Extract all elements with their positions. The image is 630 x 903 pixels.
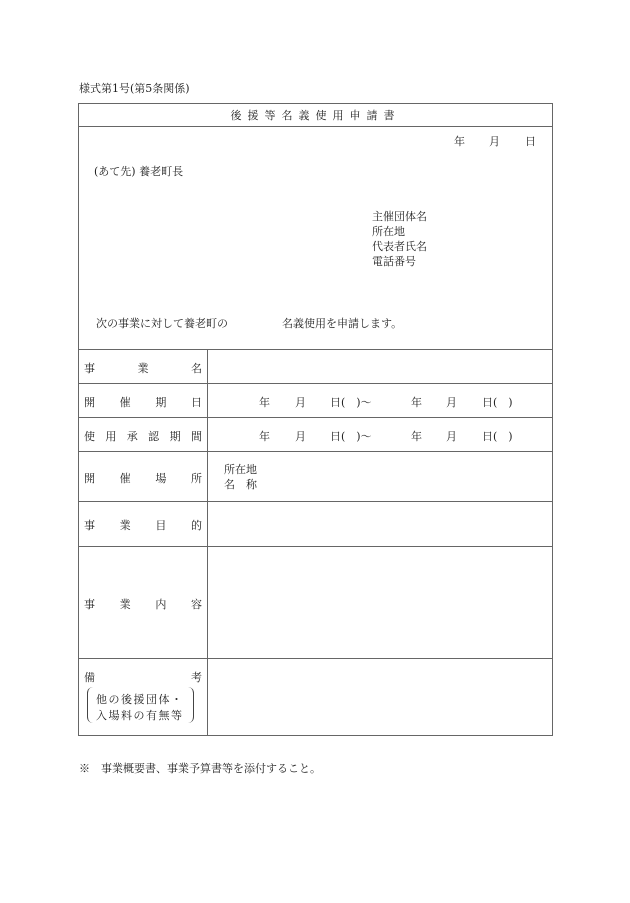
start-month: 月 [295, 396, 306, 409]
label-char: 業 [119, 598, 131, 611]
row-label-event-name [84, 360, 202, 376]
venue-location-label: 所在地 [224, 463, 257, 476]
start-month: 月 [295, 430, 306, 443]
row-label-content [84, 596, 202, 612]
end-day: 日( ) [482, 430, 513, 443]
label-char: 所 [190, 472, 202, 485]
request-sentence-after: 名義使用を申請します。 [282, 317, 403, 330]
label-char: 期 [155, 396, 167, 409]
label-char: 業 [119, 519, 131, 532]
content-field[interactable] [208, 547, 552, 658]
applicant-org-name-label: 主催団体名 [372, 210, 427, 223]
label-char: 間 [190, 430, 202, 443]
row-label-event-dates [84, 394, 202, 410]
label-char: 催 [119, 396, 131, 409]
request-sentence-before: 次の事業に対して養老町の [96, 317, 228, 330]
label-char: 事 [84, 519, 95, 532]
start-day: 日( )〜 [330, 396, 372, 409]
applicant-phone-label: 電話番号 [372, 255, 416, 268]
row-label-purpose [84, 517, 202, 533]
end-day: 日( ) [482, 396, 513, 409]
row-label-venue [84, 470, 202, 486]
end-year: 年 [411, 430, 422, 443]
purpose-field[interactable] [208, 502, 552, 546]
label-char: 開 [84, 396, 95, 409]
label-char: 事 [84, 598, 95, 611]
label-char: 内 [155, 598, 167, 611]
addressee: (あて先) 養老町長 [94, 165, 184, 178]
label-char: 使 [84, 430, 95, 443]
end-month: 月 [446, 396, 457, 409]
start-day: 日( )〜 [330, 430, 372, 443]
label-char: 考 [191, 671, 202, 684]
label-char: 業 [137, 362, 149, 375]
remarks-note-line: 他の後援団体・ [96, 693, 184, 706]
start-year: 年 [259, 396, 270, 409]
remarks-field[interactable] [208, 659, 552, 736]
applicant-representative-label: 代表者氏名 [372, 240, 427, 253]
event-name-field[interactable] [208, 350, 552, 383]
label-char: 目 [155, 519, 167, 532]
label-char: 用 [105, 430, 117, 443]
row-label-remarks [84, 669, 202, 685]
label-char: 事 [84, 362, 95, 375]
end-year: 年 [411, 396, 422, 409]
row-label-approval-period [84, 428, 202, 444]
divider [78, 383, 553, 384]
label-char: 期 [169, 430, 181, 443]
label-char: 備 [84, 671, 95, 684]
document-title: 後援等名義使用申請書 [230, 109, 401, 122]
venue-name-label: 名 称 [224, 478, 257, 491]
label-char: 名 [191, 362, 202, 375]
divider [78, 417, 553, 418]
label-char: 承 [126, 430, 138, 443]
divider [78, 451, 553, 452]
date-year: 年 [454, 135, 465, 148]
remarks-note-line: 入場料の有無等 [96, 709, 184, 722]
label-char: 容 [190, 598, 202, 611]
end-month: 月 [446, 430, 457, 443]
label-char: 認 [148, 430, 160, 443]
label-char: 的 [190, 519, 202, 532]
footnote: ※ 事業概要書、事業予算書等を添付すること。 [79, 762, 321, 775]
date-month: 月 [489, 135, 500, 148]
date-day: 日 [525, 135, 536, 148]
divider [78, 126, 553, 127]
applicant-location-label: 所在地 [372, 225, 405, 238]
label-char: 催 [119, 472, 131, 485]
start-year: 年 [259, 430, 270, 443]
label-char: 日 [190, 396, 202, 409]
form-number-label: 様式第1号(第5条関係) [79, 82, 190, 95]
label-char: 場 [155, 472, 167, 485]
label-char: 開 [84, 472, 95, 485]
